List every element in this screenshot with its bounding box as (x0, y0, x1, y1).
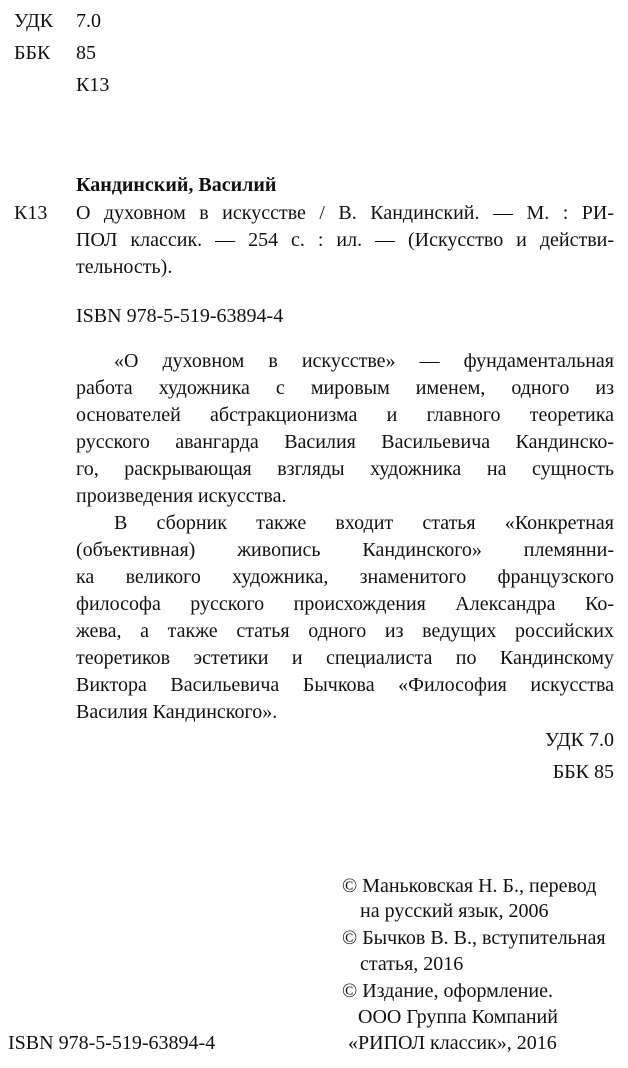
annotation-line: основателей абстракционизма и главного теоретика (76, 404, 614, 426)
copyright-line: © Издание, оформление. (342, 980, 553, 1002)
bibliographic-description (76, 200, 614, 281)
udk-label: УДК (14, 10, 54, 32)
udk-value: 7.0 (76, 10, 101, 32)
annotation-line: работа художника с мировым именем, одного из (76, 377, 614, 399)
annotation-line: го, раскрывающая взгляды художника на сущность (76, 458, 614, 480)
annotation-line: Василия Кандинского». (76, 701, 278, 723)
copyright-line: © Маньковская Н. Б., перевод (342, 875, 597, 897)
isbn: ISBN 978-5-519-63894-4 (76, 305, 284, 327)
copyright-line: ООО Группа Компаний (358, 1006, 558, 1028)
bib-line: тельность). (76, 256, 173, 278)
annotation-line: Виктора Васильевича Бычкова «Философия искусства (76, 674, 614, 696)
copyright-line: © Бычков В. В., вступительная (342, 927, 606, 949)
udk-right: УДК 7.0 (544, 729, 614, 751)
bottom-isbn: ISBN 978-5-519-63894-4 (8, 1032, 216, 1054)
bib-line: ПОЛ классик. — 254 с. : ил. — (Искусство и действи- (76, 229, 614, 251)
annotation-line: произведения искусства. (76, 485, 287, 507)
author-mark-header: К13 (76, 74, 110, 96)
author-name: Кандинский, Василий (76, 174, 277, 196)
annotation-line: ка великого художника, знаменитого французского (76, 566, 614, 588)
annotation-line: философа русского происхождения Александра Ко- (76, 593, 614, 615)
copyright-line: статья, 2016 (360, 953, 464, 975)
copyright-line: на русский язык, 2006 (360, 900, 549, 922)
bib-line: О духовном в искусстве / В. Кандинский. — М. : РИ- (76, 202, 614, 224)
bbk-right: ББК 85 (552, 761, 614, 783)
copyright-line: «РИПОЛ классик», 2016 (348, 1032, 557, 1054)
annotation-line: теоретиков эстетики и специалиста по Кандинскому (76, 647, 614, 669)
bbk-value: 85 (76, 42, 96, 64)
annotation-line: (объективная) живопись Кандинского» племянни- (76, 539, 614, 561)
annotation-paragraph-1 (76, 348, 614, 510)
bbk-label: ББК (14, 42, 51, 64)
annotation-line: В сборник также входит статья «Конкретная (114, 512, 614, 534)
annotation-line: жева, а также статья одного из ведущих российских (76, 620, 614, 642)
annotation-paragraph-2 (76, 510, 614, 726)
annotation-line: «О духовном в искусстве» — фундаментальная (114, 350, 614, 372)
author-mark: К13 (14, 202, 48, 224)
annotation-line: русского авангарда Василия Васильевича Кандинско- (76, 431, 614, 453)
